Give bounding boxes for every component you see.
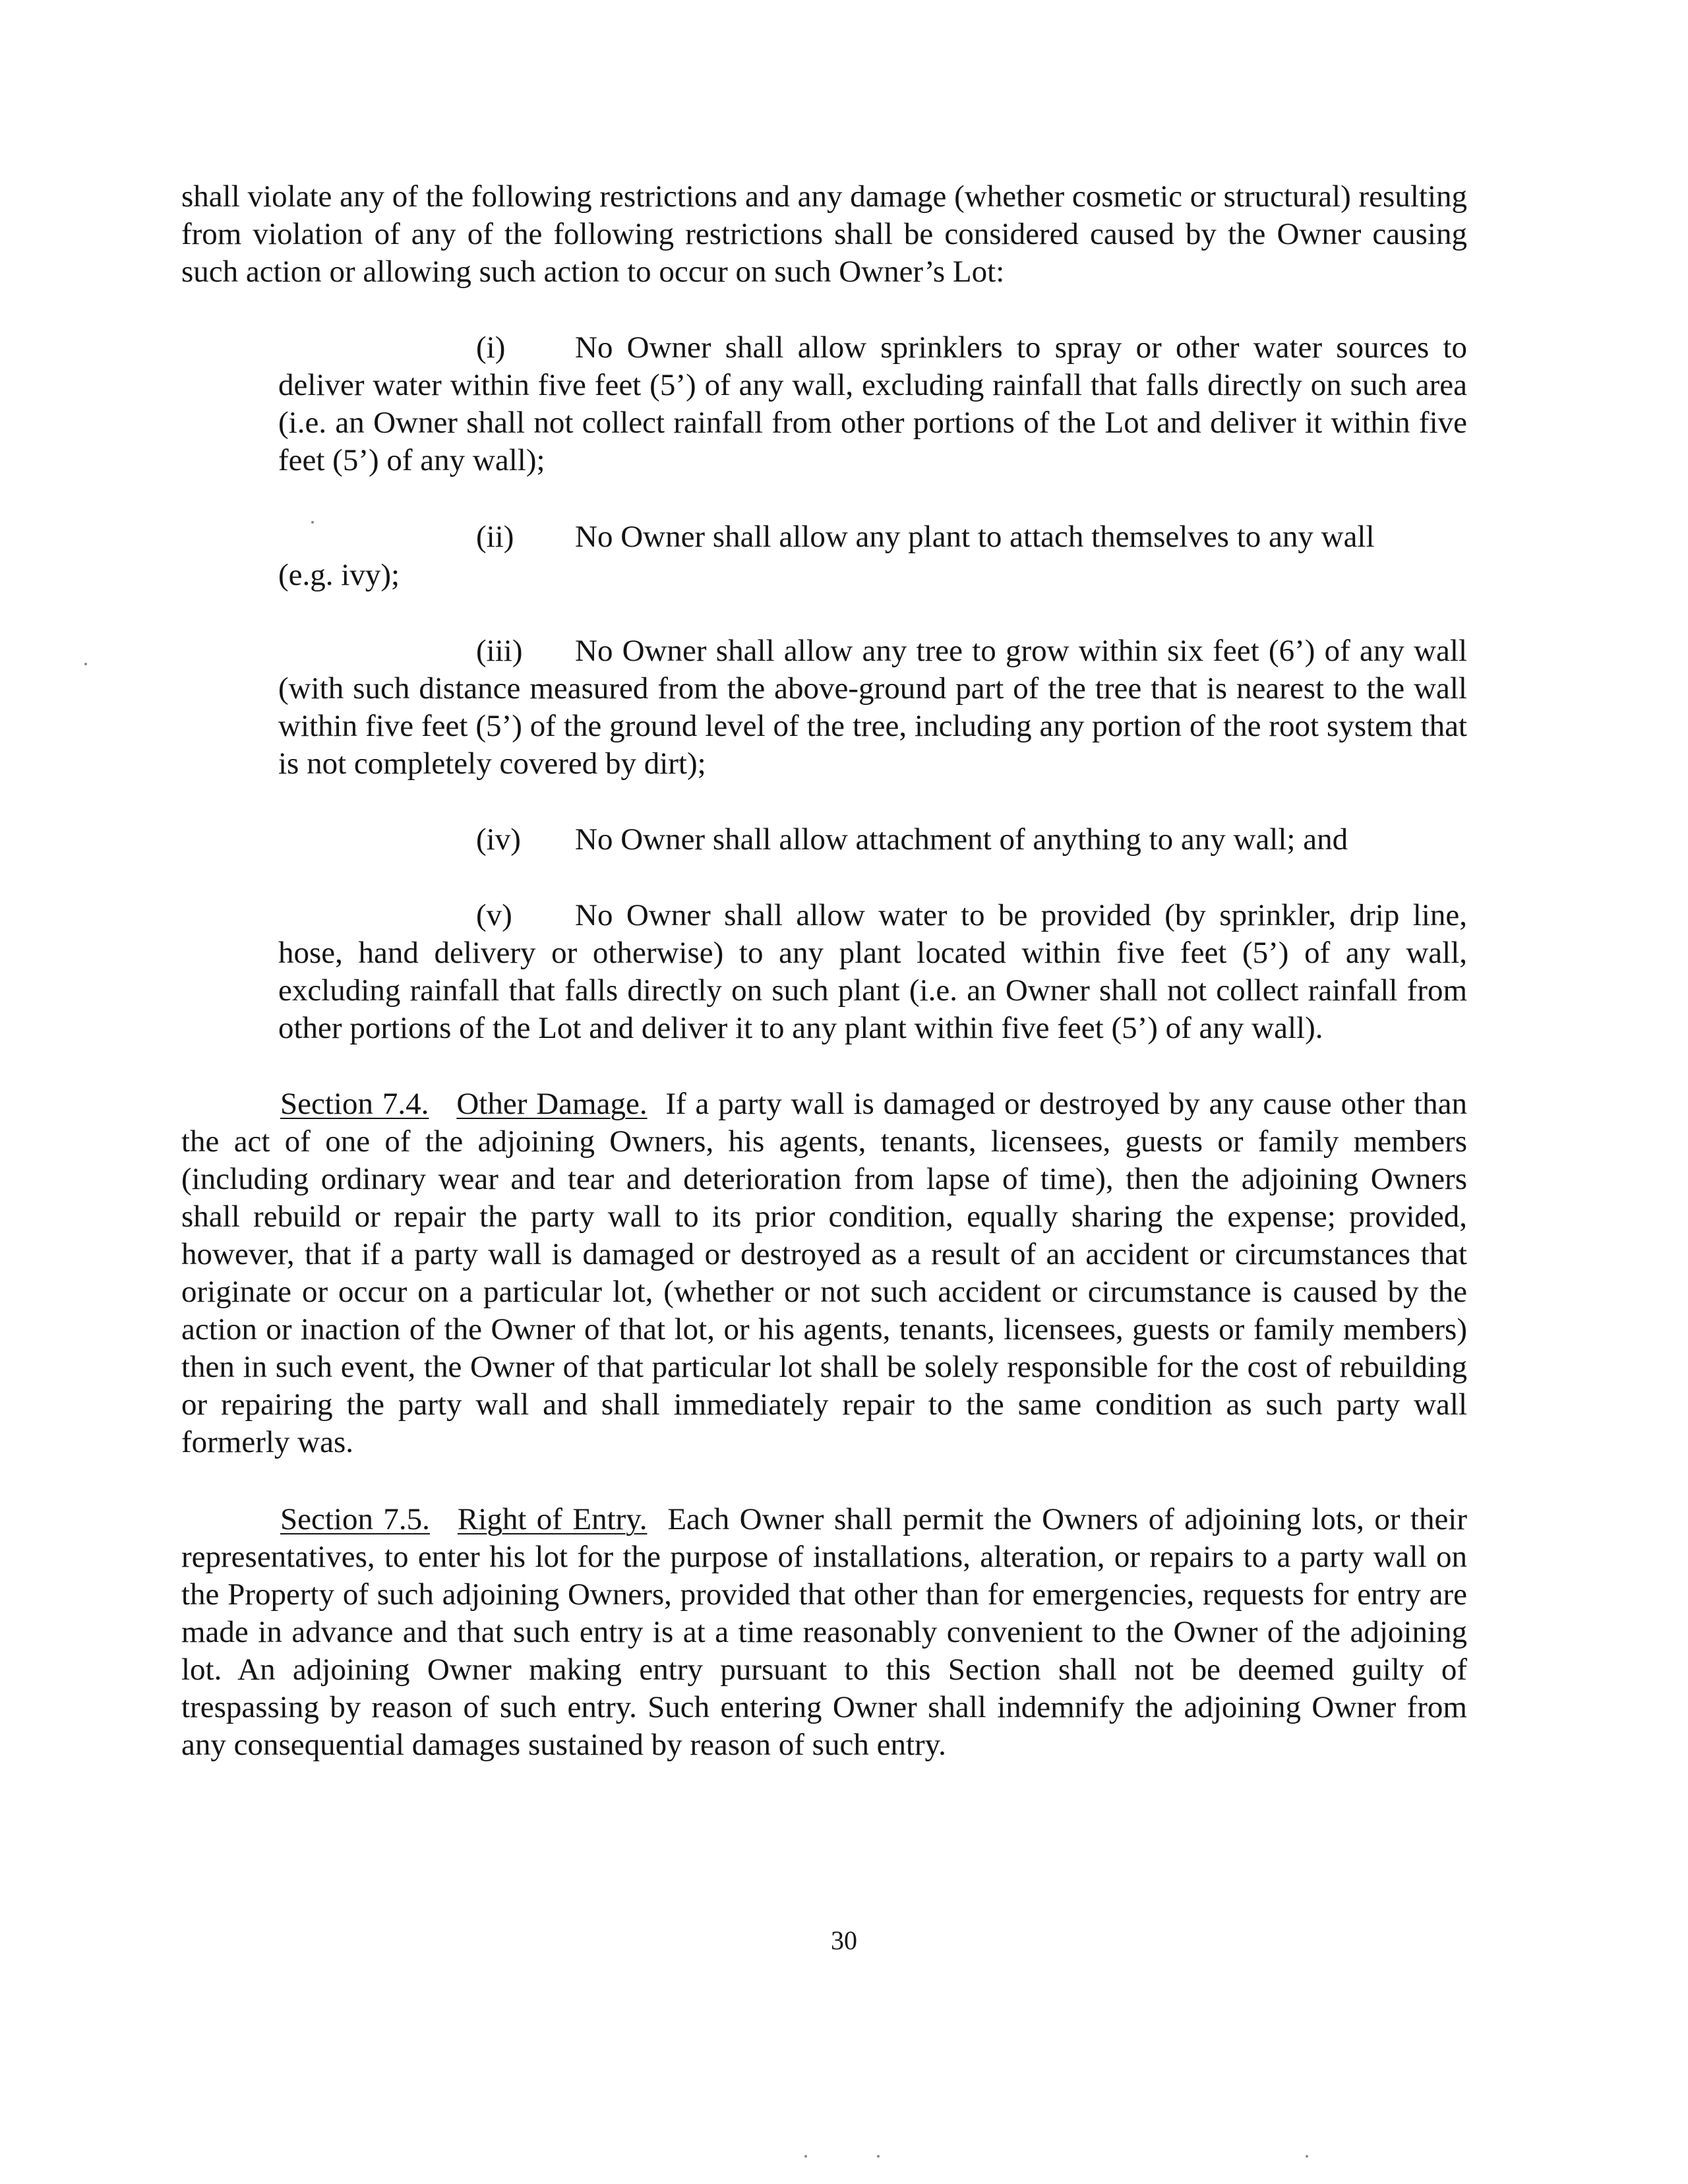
section-heading: Right of Entry. [457, 1502, 648, 1536]
restriction-ii [278, 518, 1467, 556]
restriction-text: No Owner shall allow any plant to attach themselves to any wall [575, 520, 1375, 554]
section-text: If a party wall is damaged or destroyed by any cause other than the act of one of the adjoining Owners, his agents, tenants, licensees, guests or family members (including ordinary wear and tear and deterioration from lapse of time), then the adjoining Owners shall rebuild or repair the party wall to its prior condition, equally sharing the expense; provided, however, that if a party wall is damaged or destroyed as a result of an accident or circumstances that originate or occur on a particular lot, (whether or not such accident or circumstance is caused by the action or inaction of the Owner of that lot, or his agents, tenants, licensees, guests or family members) then in such event, the Owner of that particular lot shall be solely responsible for the cost of rebuilding or repairing the party wall and shall immediately repair to the same condition as such party wall formerly was. [181, 1087, 1467, 1459]
section-heading: Other Damage. [456, 1087, 648, 1121]
intro-text: shall violate any of the following restrictions and any damage (whether cosmetic or structural) resulting from violation of any of the following restrictions shall be considered caused by the Owner causing such action or allowing such action to occur on such Owner’s Lot: [181, 179, 1467, 289]
scan-speck [84, 663, 87, 665]
section-number: Section 7.5. [280, 1502, 430, 1536]
restriction-number: (iii) [476, 634, 523, 668]
restriction-iii [278, 632, 1467, 783]
restriction-v [278, 897, 1467, 1047]
restriction-number: (ii) [476, 520, 514, 554]
page-number: 30 [831, 1926, 857, 1955]
intro-paragraph [181, 178, 1467, 291]
section-number: Section 7.4. [280, 1087, 429, 1121]
scan-speck [804, 2155, 807, 2158]
section-7-5 [181, 1501, 1467, 1764]
restriction-text: No Owner shall allow sprinklers to spray or other water sources to deliver water within five feet (5’) of any wall, excluding rainfall that falls directly on such area (i.e. an Owner shall not collect rainfall from other portions of the Lot and deliver it within five feet (5’) of any wall); [278, 330, 1467, 477]
restriction-number: (v) [476, 898, 512, 932]
restriction-number: (i) [476, 330, 506, 365]
scan-speck [877, 2155, 880, 2158]
restriction-text: No Owner shall allow water to be provided (by sprinkler, drip line, hose, hand delivery or otherwise) to any plant located within five feet (5’) of any wall, excluding rainfall that falls directly on such plant (i.e. an Owner shall not collect rainfall from other portions of the Lot and deliver it to any plant within five feet (5’) of any wall). [278, 898, 1467, 1045]
restriction-i [278, 329, 1467, 479]
restriction-number: (iv) [476, 822, 521, 857]
section-7-4 [181, 1085, 1467, 1461]
section-text: Each Owner shall permit the Owners of adjoining lots, or their representatives, to enter his lot for the purpose of installations, alteration, or repairs to a party wall on the Property of such adjoining Owners, provided that other than for emergencies, requests for entry are made in advance and that such entry is at a time reasonably convenient to the Owner of the adjoining lot. An adjoining Owner making entry pursuant to this Section shall not be deemed guilty of trespassing by reason of such entry. Such entering Owner shall indemnify the adjoining Owner from any consequential damages sustained by reason of such entry. [181, 1502, 1468, 1762]
restriction-iv [278, 821, 1467, 859]
restriction-text: No Owner shall allow any tree to grow within six feet (6’) of any wall (with such distance measured from the above-ground part of the tree that is nearest to the wall within five feet (5’) of the ground level of the tree, including any portion of the root system that is not completely covered by dirt); [278, 634, 1467, 781]
restriction-text: No Owner shall allow attachment of anything to any wall; and [575, 822, 1348, 857]
scan-speck [311, 521, 314, 524]
scan-speck [1306, 2155, 1308, 2158]
restriction-ii-continuation: (e.g. ivy); [278, 558, 400, 592]
